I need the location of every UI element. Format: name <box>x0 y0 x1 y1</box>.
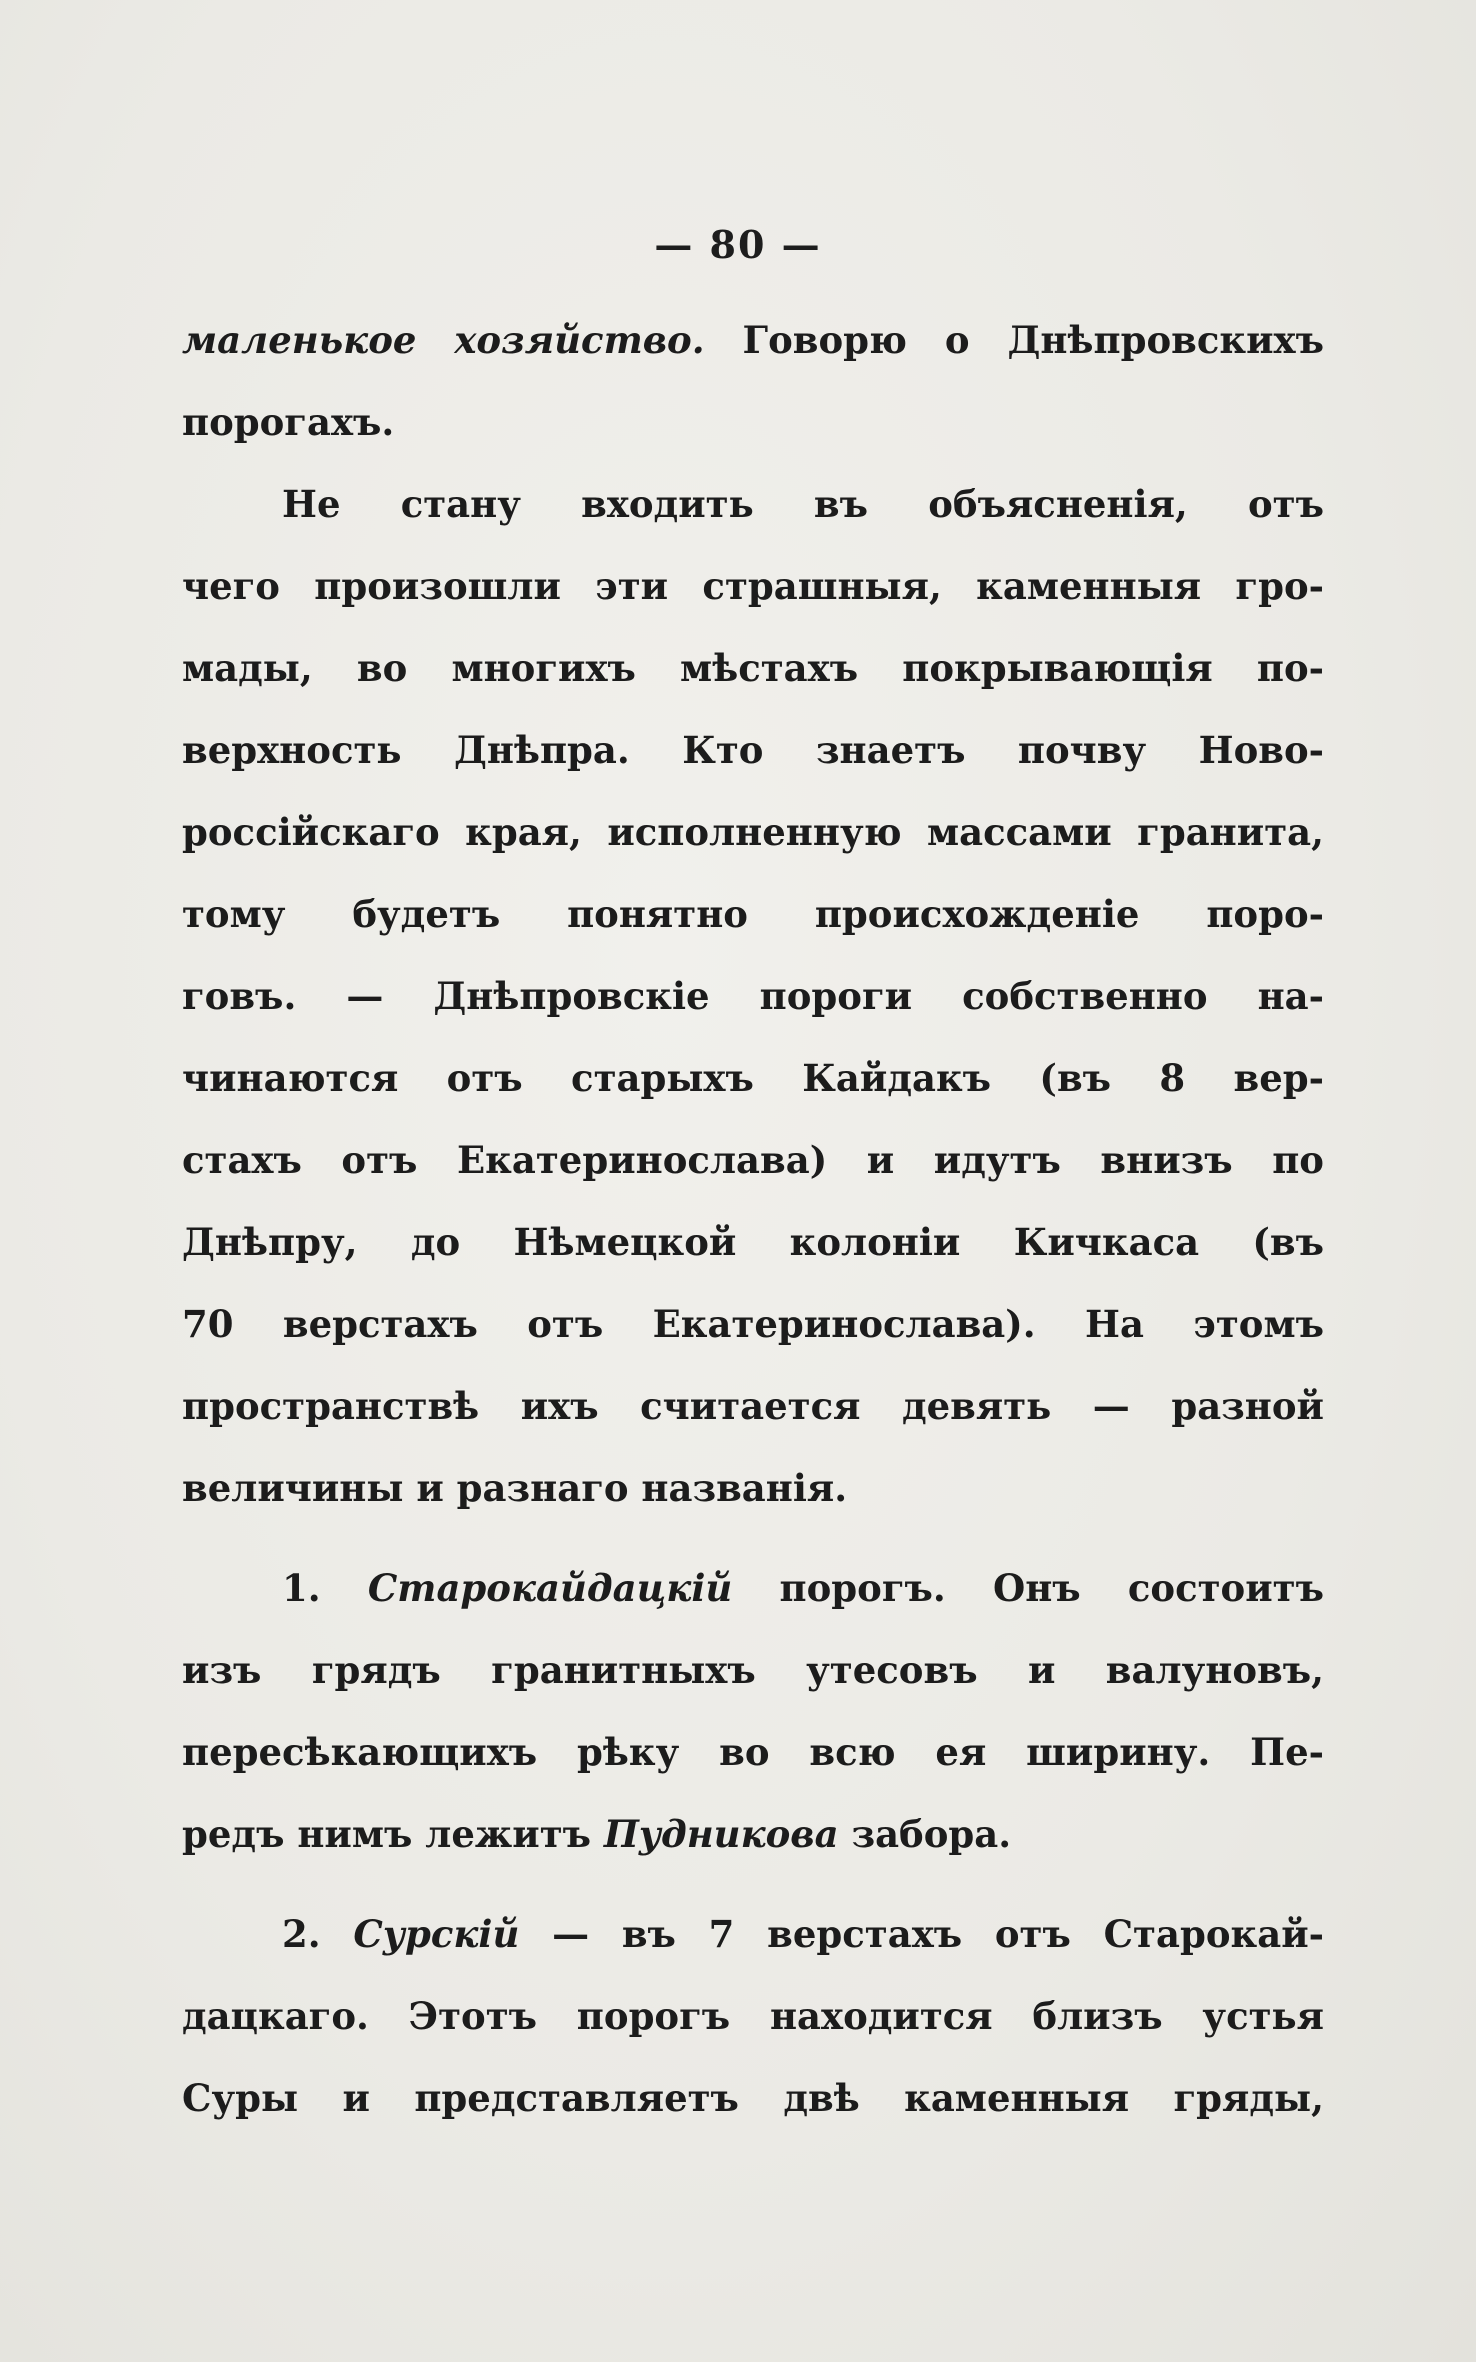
text-run: чего произошли эти страшныя, каменныя гро- <box>182 564 1324 608</box>
text-line <box>182 1458 1324 1518</box>
text-run: величины и разнаго названія. <box>182 1466 848 1510</box>
text-run: Говорю о Днѣпровскихъ <box>704 318 1324 362</box>
text-run: Не стану входить въ объясненія, отъ <box>282 482 1324 526</box>
text-run: мады, во многихъ мѣстахъ покрывающія по- <box>182 646 1324 690</box>
text-run: пространствѣ ихъ считается девять — разной <box>182 1384 1324 1428</box>
text-line <box>182 1722 1324 1782</box>
text-run: порогъ. Онъ состоитъ <box>732 1566 1324 1610</box>
text-run: забора. <box>838 1812 1012 1856</box>
text-run: Днѣпру, до Нѣмецкой колоніи Кичкаса (въ <box>182 1220 1324 1264</box>
text-run: 1. <box>282 1566 368 1610</box>
text-line <box>182 1904 1324 1964</box>
text-run: Суры и представляетъ двѣ каменныя гряды, <box>182 2076 1324 2120</box>
text-line <box>182 1294 1324 1354</box>
text-run: россійскаго края, исполненную массами гранита, <box>182 810 1324 854</box>
text-line <box>182 474 1324 534</box>
text-run: порогахъ. <box>182 400 395 444</box>
page-number: — 80 — <box>654 222 822 267</box>
text-run: стахъ отъ Екатеринослава) и идутъ внизъ по <box>182 1138 1324 1182</box>
text-run: верхность Днѣпра. Кто знаетъ почву Ново- <box>182 728 1324 772</box>
text-line <box>182 802 1324 862</box>
text-run: — въ 7 верстахъ отъ Старокай- <box>519 1912 1324 1956</box>
text-line <box>182 1804 1324 1864</box>
italic-text-run: Сурскій <box>353 1912 520 1956</box>
text-run: 70 верстахъ отъ Екатеринослава). На этомъ <box>182 1302 1324 1346</box>
text-run: 2. <box>282 1912 354 1956</box>
text-line <box>182 1212 1324 1272</box>
text-run: пересѣкающихъ рѣку во всю ея ширину. Пе- <box>182 1730 1324 1774</box>
text-run: тому будетъ понятно происхожденіе поро- <box>182 892 1324 936</box>
text-line <box>182 1558 1324 1618</box>
text-line <box>182 1130 1324 1190</box>
text-line <box>182 884 1324 944</box>
italic-text-run: маленькое хозяйство. <box>182 318 705 362</box>
italic-text-run: Пудникова <box>603 1812 839 1856</box>
text-line <box>182 1640 1324 1700</box>
text-run: редъ нимъ лежитъ <box>182 1812 604 1856</box>
text-line <box>182 638 1324 698</box>
text-line <box>182 556 1324 616</box>
text-line <box>182 392 1324 452</box>
text-line <box>182 720 1324 780</box>
text-line <box>182 966 1324 1026</box>
text-run: изъ грядъ гранитныхъ утесовъ и валуновъ, <box>182 1648 1324 1692</box>
text-line <box>182 1986 1324 2046</box>
text-line <box>182 2068 1324 2128</box>
text-line <box>182 1376 1324 1436</box>
text-run: чинаются отъ старыхъ Кайдакъ (въ 8 вер- <box>182 1056 1324 1100</box>
text-line <box>182 310 1324 370</box>
text-line <box>182 1048 1324 1108</box>
text-run: дацкаго. Этотъ порогъ находится близъ устья <box>182 1994 1324 2038</box>
italic-text-run: Старокайдацкій <box>367 1566 733 1610</box>
text-run: говъ. — Днѣпровскіе пороги собственно на- <box>182 974 1324 1018</box>
